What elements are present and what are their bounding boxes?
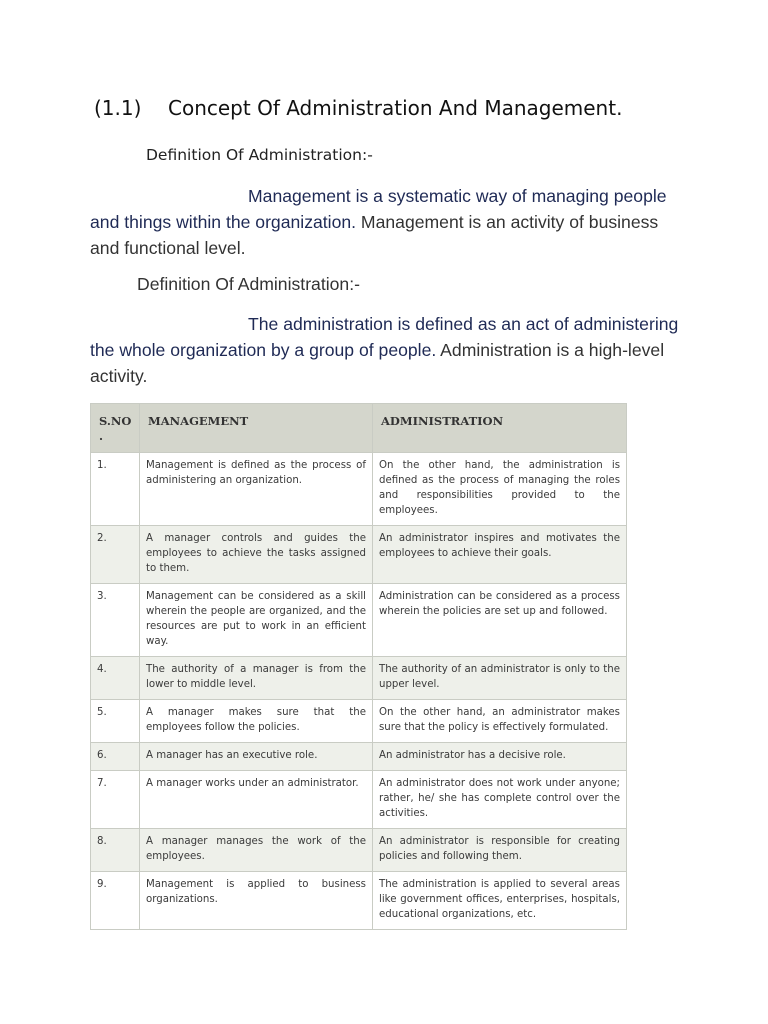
table-row	[91, 829, 627, 872]
cell-sno: 9.	[91, 872, 140, 930]
table-header-row	[91, 404, 627, 453]
cell-administration: An administrator has a decisive role.	[373, 743, 627, 771]
paragraph-2-rest: Administration is a high-level activity.	[90, 340, 665, 386]
cell-sno: 7.	[91, 771, 140, 829]
cell-management: A manager controls and guides the employees to achieve the tasks assigned to them.	[140, 526, 373, 584]
table-row	[91, 743, 627, 771]
cell-administration: An administrator inspires and motivates the employees to achieve their goals.	[373, 526, 627, 584]
cell-management: A manager makes sure that the employees follow the policies.	[140, 700, 373, 743]
table-row	[91, 700, 627, 743]
cell-management: A manager has an executive role.	[140, 743, 373, 771]
cell-management: A manager manages the work of the employees.	[140, 829, 373, 872]
header-management: MANAGEMENT	[140, 404, 373, 453]
cell-sno: 3.	[91, 584, 140, 657]
cell-administration: An administrator is responsible for creating policies and following them.	[373, 829, 627, 872]
definition-paragraph-2	[90, 311, 680, 389]
paragraph-1-rest: Management is an activity of business and functional level.	[90, 212, 659, 258]
cell-management: Management can be considered as a skill wherein the people are organized, and the resources are put to work in an efficient way.	[140, 584, 373, 657]
paragraph-1-lead: Management is a systematic way of managing people and things within the organization.	[90, 186, 667, 232]
comparison-table	[90, 403, 627, 930]
section-number: (1.1)	[94, 96, 142, 120]
definition-paragraph-1	[90, 183, 680, 261]
table-row	[91, 771, 627, 829]
cell-administration: The authority of an administrator is only to the upper level.	[373, 657, 627, 700]
definition-label-1: Definition Of Administration:-	[146, 146, 373, 164]
cell-management: Management is applied to business organizations.	[140, 872, 373, 930]
cell-management: The authority of a manager is from the lower to middle level.	[140, 657, 373, 700]
cell-sno: 2.	[91, 526, 140, 584]
header-administration: ADMINISTRATION	[373, 404, 627, 453]
cell-management: Management is defined as the process of administering an organization.	[140, 453, 373, 526]
table-row	[91, 584, 627, 657]
title-text: Concept Of Administration And Management.	[168, 96, 623, 120]
cell-administration: On the other hand, an administrator makes sure that the policy is effectively formulated.	[373, 700, 627, 743]
table-row	[91, 526, 627, 584]
cell-sno: 5.	[91, 700, 140, 743]
cell-administration: An administrator does not work under anyone; rather, he/ she has complete control over the activities.	[373, 771, 627, 829]
paragraph-2-lead: The administration is defined as an act of administering the whole organization by a group of people.	[90, 314, 679, 360]
page-title	[94, 96, 622, 120]
cell-administration: On the other hand, the administration is defined as the process of managing the roles and responsibilities provided to the employees.	[373, 453, 627, 526]
table-row	[91, 453, 627, 526]
table-row	[91, 657, 627, 700]
cell-sno: 6.	[91, 743, 140, 771]
cell-sno: 4.	[91, 657, 140, 700]
table-row	[91, 872, 627, 930]
definition-label-2: Definition Of Administration:-	[137, 274, 360, 294]
cell-management: A manager works under an administrator.	[140, 771, 373, 829]
cell-sno: 8.	[91, 829, 140, 872]
cell-administration: The administration is applied to several areas like government offices, enterprises, hospitals, educational organizations, etc.	[373, 872, 627, 930]
header-sno: S.NO .	[91, 404, 140, 453]
cell-sno: 1.	[91, 453, 140, 526]
cell-administration: Administration can be considered as a process wherein the policies are set up and followed.	[373, 584, 627, 657]
